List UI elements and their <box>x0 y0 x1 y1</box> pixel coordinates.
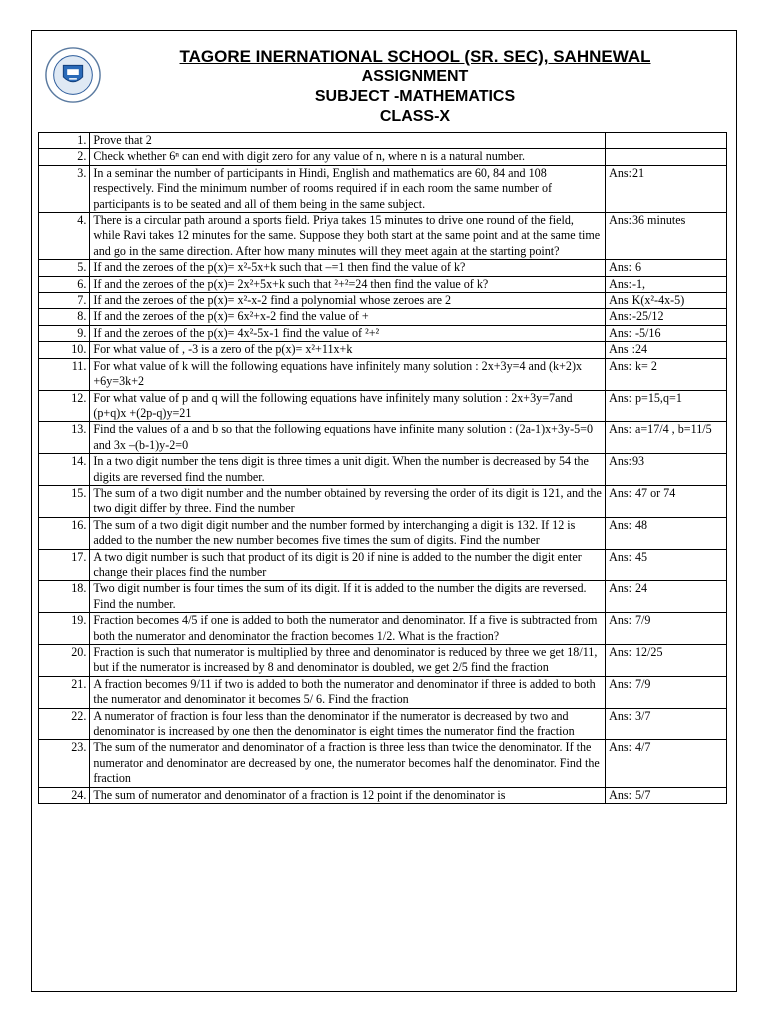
question-number: 5. <box>39 260 90 276</box>
question-row <box>39 485 727 517</box>
question-row <box>39 276 727 292</box>
question-row <box>39 613 727 645</box>
answer-cell: Ans: a=17/4 , b=11/5 <box>606 422 727 454</box>
answer-cell: Ans :24 <box>606 342 727 358</box>
question-row <box>39 309 727 325</box>
question-row <box>39 325 727 341</box>
answer-cell: Ans: 7/9 <box>606 613 727 645</box>
answer-cell: Ans: 6 <box>606 260 727 276</box>
question-number: 3. <box>39 165 90 212</box>
question-row <box>39 260 727 276</box>
question-text: The sum of the numerator and denominator of a fraction is three less than twice the denominator. If the numerator and denominator are decreased by one, the numerator becomes half the denominator. Find the fraction <box>90 740 606 787</box>
question-number: 1. <box>39 133 90 149</box>
question-row <box>39 740 727 787</box>
answer-cell: Ans: 45 <box>606 549 727 581</box>
subject-title: SUBJECT -MATHEMATICS <box>314 88 516 105</box>
answer-cell: Ans: 3/7 <box>606 708 727 740</box>
answer-cell: Ans: 4/7 <box>606 740 727 787</box>
question-row <box>39 358 727 390</box>
question-row <box>39 149 727 165</box>
question-number: 4. <box>39 213 90 260</box>
question-number: 18. <box>39 581 90 613</box>
question-table <box>38 132 727 804</box>
question-text: Prove that 2 <box>90 133 606 149</box>
question-text: The sum of a two digit number and the number obtained by reversing the order of its digit is 121, and the two digit differ by three. Find the number <box>90 485 606 517</box>
question-number: 13. <box>39 422 90 454</box>
answer-cell: Ans:-25/12 <box>606 309 727 325</box>
question-text: Two digit number is four times the sum of its digit. If it is added to the number the digits are reversed. Find the number. <box>90 581 606 613</box>
answer-cell: Ans: 48 <box>606 517 727 549</box>
question-number: 8. <box>39 309 90 325</box>
question-number: 15. <box>39 485 90 517</box>
document-header <box>150 47 680 127</box>
question-text: For what value of k will the following equations have infinitely many solution : 2x+3y=4 and (k+2)x +6y=3k+2 <box>90 358 606 390</box>
answer-cell: Ans:36 minutes <box>606 213 727 260</box>
answer-cell: Ans: 5/7 <box>606 787 727 803</box>
question-row <box>39 165 727 212</box>
answer-cell: Ans: k= 2 <box>606 358 727 390</box>
question-row <box>39 517 727 549</box>
school-logo-icon <box>44 46 102 104</box>
question-row <box>39 787 727 803</box>
question-row <box>39 708 727 740</box>
question-number: 24. <box>39 787 90 803</box>
question-text: Fraction is such that numerator is multiplied by three and denominator is reduced by three we get 18/11, but if the numerator is increased by 8 and denominator is doubled, we get 2/5 find the fraction <box>90 645 606 677</box>
question-number: 19. <box>39 613 90 645</box>
question-row <box>39 422 727 454</box>
question-number: 20. <box>39 645 90 677</box>
question-number: 17. <box>39 549 90 581</box>
question-text: A numerator of fraction is four less than the denominator if the numerator is decreased by two and denominator is increased by one then the denominator is eight times the numerator find the fraction <box>90 708 606 740</box>
answer-cell: Ans:-1, <box>606 276 727 292</box>
question-row <box>39 133 727 149</box>
question-text: If and the zeroes of the p(x)= x²-x-2 find a polynomial whose zeroes are 2 <box>90 293 606 309</box>
question-number: 14. <box>39 454 90 486</box>
answer-cell: Ans: 12/25 <box>606 645 727 677</box>
question-text: If and the zeroes of the p(x)= 4x²-5x-1 find the value of ²+² <box>90 325 606 341</box>
class-title: CLASS-X <box>379 108 451 125</box>
question-row <box>39 676 727 708</box>
question-text: For what value of p and q will the following equations have infinitely many solution : 2x+3y=7and (p+q)x +(2p-q)y=21 <box>90 390 606 422</box>
question-row <box>39 390 727 422</box>
question-number: 22. <box>39 708 90 740</box>
question-number: 23. <box>39 740 90 787</box>
answer-cell: Ans K(x²-4x-5) <box>606 293 727 309</box>
question-text: If and the zeroes of the p(x)= 2x²+5x+k such that ²+²=24 then find the value of k? <box>90 276 606 292</box>
question-number: 12. <box>39 390 90 422</box>
question-text: If and the zeroes of the p(x)= 6x²+x-2 find the value of + <box>90 309 606 325</box>
question-number: 11. <box>39 358 90 390</box>
answer-cell: Ans:21 <box>606 165 727 212</box>
question-row <box>39 581 727 613</box>
question-number: 16. <box>39 517 90 549</box>
question-number: 7. <box>39 293 90 309</box>
assignment-title: ASSIGNMENT <box>361 68 469 85</box>
question-text: Fraction becomes 4/5 if one is added to both the numerator and denominator. If a five is subtracted from both the numerator and denominator the fraction becomes 1/2. What is the fraction? <box>90 613 606 645</box>
question-text: For what value of , -3 is a zero of the p(x)= x²+11x+k <box>90 342 606 358</box>
question-text: The sum of numerator and denominator of a fraction is 12 point if the denominator is <box>90 787 606 803</box>
question-number: 9. <box>39 325 90 341</box>
question-row <box>39 293 727 309</box>
answer-cell <box>606 149 727 165</box>
question-text: Find the values of a and b so that the following equations have infinite many solution : (2a-1)x+3y-5=0 and 3x –(b-1)y-2=0 <box>90 422 606 454</box>
question-number: 2. <box>39 149 90 165</box>
question-number: 21. <box>39 676 90 708</box>
question-text: If and the zeroes of the p(x)= x²-5x+k such that –=1 then find the value of k? <box>90 260 606 276</box>
question-row <box>39 213 727 260</box>
school-name: TAGORE INERNATIONAL SCHOOL (SR. SEC), SAHNEWAL <box>179 47 651 66</box>
question-row <box>39 549 727 581</box>
question-text: The sum of a two digit digit number and the number formed by interchanging a digit is 132. If 12 is added to the number the new number becomes five times the sum of digits. Find the number <box>90 517 606 549</box>
answer-cell: Ans: 24 <box>606 581 727 613</box>
question-row <box>39 342 727 358</box>
question-row <box>39 645 727 677</box>
answer-cell: Ans:93 <box>606 454 727 486</box>
answer-cell <box>606 133 727 149</box>
answer-cell: Ans: 7/9 <box>606 676 727 708</box>
question-text: A fraction becomes 9/11 if two is added to both the numerator and denominator if three is added to both the numerator and denominator it becomes 5/ 6. Find the fraction <box>90 676 606 708</box>
question-row <box>39 454 727 486</box>
question-text: A two digit number is such that product of its digit is 20 if nine is added to the number the digit enter change their places find the number <box>90 549 606 581</box>
answer-cell: Ans: p=15,q=1 <box>606 390 727 422</box>
question-number: 6. <box>39 276 90 292</box>
question-number: 10. <box>39 342 90 358</box>
answer-cell: Ans: -5/16 <box>606 325 727 341</box>
question-text: In a two digit number the tens digit is three times a unit digit. When the number is decreased by 54 the digits are reversed find the number. <box>90 454 606 486</box>
question-text: There is a circular path around a sports field. Priya takes 15 minutes to drive one round of the field, while Ravi takes 12 minutes for the same. Suppose they both start at the same point and at the same time and go in the same direction. After how many minutes will they meet again at the starting point? <box>90 213 606 260</box>
question-text: Check whether 6ⁿ can end with digit zero for any value of n, where n is a natural number. <box>90 149 606 165</box>
question-text: In a seminar the number of participants in Hindi, English and mathematics are 60, 84 and 108 respectively. Find the minimum number of rooms required if in each room the same number of participants is to be seated and all of them being in the same subject. <box>90 165 606 212</box>
answer-cell: Ans: 47 or 74 <box>606 485 727 517</box>
